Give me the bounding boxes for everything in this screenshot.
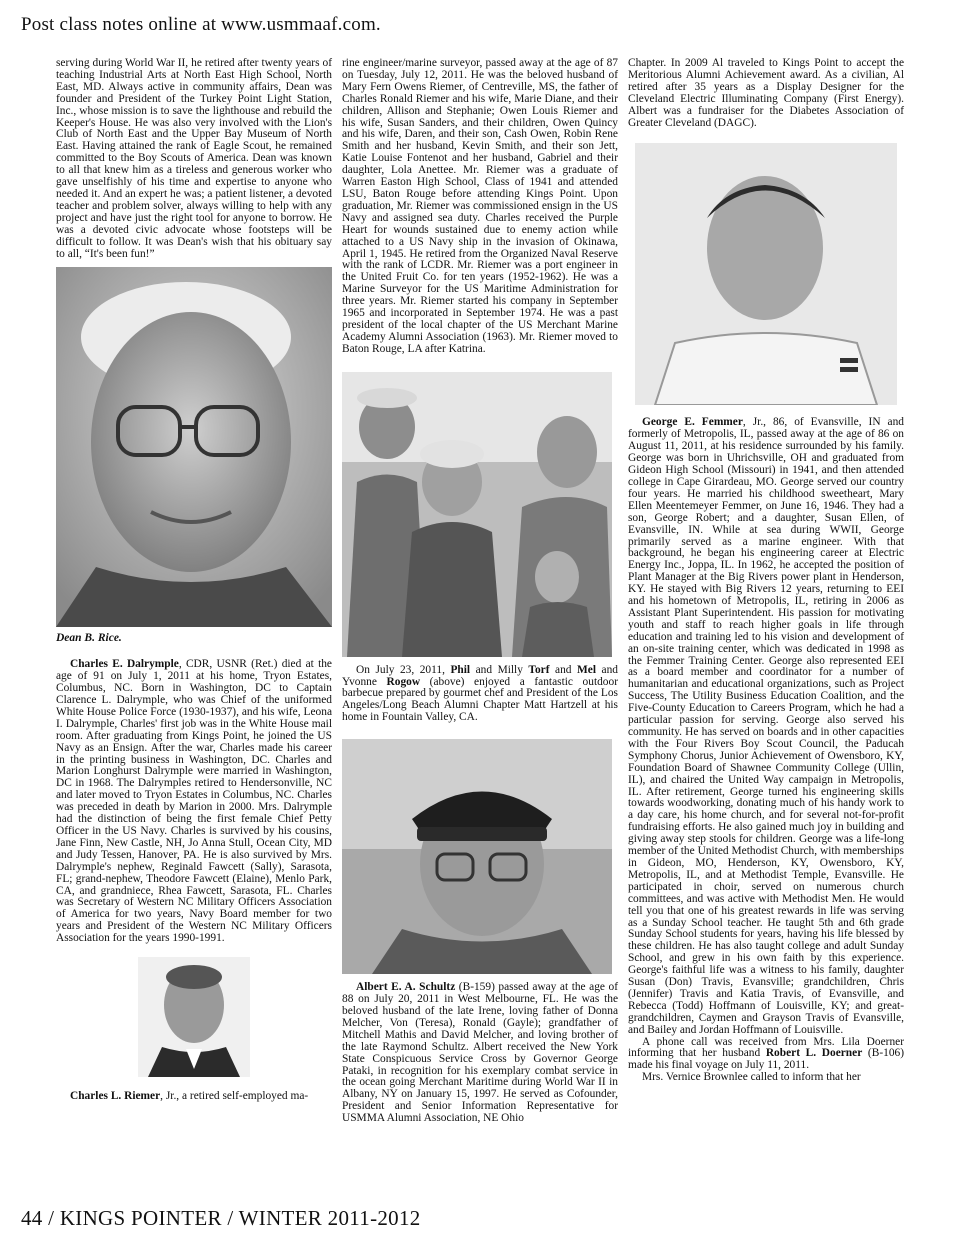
column-3 [628, 58, 904, 1084]
photo-albert-schultz [342, 739, 612, 974]
photo-group-barbecue [342, 372, 612, 657]
schultz-obituary-cont: Chapter. In 2009 Al traveled to Kings Point to accept the Meritorious Alumni Achievement award. As a civilian, Al retired after 35 years as a Display Designer for the Cleveland Electric Illuminating Company (First Energy). Albert was a fundraiser for the Diabetes Association of Greater Cleveland (DAGC). [628, 57, 904, 129]
caption-name-mel: Mel [577, 663, 597, 676]
rice-obituary-end: serving during World War II, he retired after twenty years of teaching Industrial Arts at North East High School, North East, MD. Always active in community affairs, Dean was founder and President of the Turkey Point Light Station, Inc., whose mission is to save the lighthouse and rebuild the Keeper's House. He was also very involved with the Lion's Club of North East and the Upper Bay Museum of North East. Having attained the rank of Eagle Scout, he remained committed to the Boy Scouts of America. Dean was known to all that knew him as a tireless and generous worker who gave unselfishly of his time and expertise to anyone who needed it. And an expert he was; a patient listener, a devoted teacher and problem solver, always willing to help with any project and have just the right tool for anyone to borrow. He was a devoted civic advocate whose footsteps will be difficult to follow. It was Dean's wish that his obituary say to all, “It's been fun!” [56, 57, 332, 260]
portrait-image [56, 267, 332, 627]
photo-charles-riemer [138, 957, 250, 1077]
doerner-text-1: A phone call was received from Mrs. Lila Doerner informing that her husband [628, 1035, 904, 1060]
dalrymple-text: , CDR, USNR (Ret.) died at the age of 91 on July 1, 2011 at his home, Tryon Estates, Columbus, NC. Born in Washington, DC to Captain Clarence L. Dalrymple, who was Chief of the uniformed White House Police Force (1930-1937), and his wife, Leona I. Dalrymple, Charles' first job was in the White House mail room. After graduating from Kings Point, he joined the US Navy as an Ensign. After the war, Charles made his career in the printing business in Washington, DC. Charles and Marion Longhurst Dalrymple were married in Washington, DC in 1968. The Dalrymples retired to Hendersonville, NC and later moved to Tryon Estates in Columbus, NC. Charles was preceded in death by Marion in 2000. Mrs. Dalrymple had the distinction of being the first female Chief Petty Officer in the US Navy. Charles is survived by his cousins, Jane Finn, New Castle, NH, Jo Anna Stull, Ocean City, MD and Judy Tessen, Hanover, PA. He is also survived by Mrs. Dalrymple's nephew, Reginald Fawcett (Sally), Sarasota, FL; grand-nephew, Theodore Fawcett (Elaine), Menlo Park, CA, and grandniece, Rhea Fawcett, Sarasota, FL. Charles was Secretary of Western NC Military Officers Association of America for two years, Navy Board member for two years and President of the Western NC Military Officers Association for the years 1990-1991. [56, 658, 332, 945]
group-photo-image [342, 372, 612, 657]
caption-name-phil: Phil [450, 663, 471, 676]
caption-part: (above) enjoyed a fantastic outdoor barbecue prepared by gourmet chef and President of the Los Angeles/Long Beach Alumni Chapter Matt Hartzell at his home in Fountain Valley, CA. [342, 675, 618, 724]
doerner-notice [628, 1037, 904, 1073]
caption-part: and [549, 663, 578, 676]
group-photo-caption [342, 665, 618, 725]
schultz-name: Albert E. A. Schultz [356, 981, 456, 994]
femmer-obituary [628, 417, 904, 1036]
femmer-portrait-image [635, 143, 897, 405]
doerner-text-2: (B-106) made his final voyage on July 11, 2011. [628, 1047, 904, 1072]
femmer-name: George E. Femmer [642, 416, 743, 429]
portrait-image-riemer [138, 957, 250, 1077]
dalrymple-name: Charles E. Dalrymple [70, 658, 179, 671]
caption-dean-rice: Dean B. Rice. [56, 632, 122, 645]
riemer-obituary-cont: rine engineer/marine surveyor, passed away at the age of 87 on Tuesday, July 12, 2011. He was the beloved husband of Mary Fern Owens Riemer, of Centreville, MS, the father of Charles Ronald Riemer and his wife, Marie Diane, and their children, Allison and Stephanie; Owen Louis Riemer and his wife, Susan Sanders, and their children, Owen Quincy and his wife, Daren, and their son, Cash Owen, Robin Rene Smith and her husband, Kevin Smith, and their son Jett, Katie Louise Fontenot and her husband, Gabriel and their daughter, Lola Anettee. Mr. Riemer was a graduate of Warren Easton High School, Class of 1941 and attended LSU, Baton Rouge before attending Kings Point. Upon graduation, Mr. Riemer was commissioned ensign in the US Navy and assigned sea duty. Charles received the Purple Heart for wounds sustained due to enemy action while attached to a US Navy ship in the invasion of Okinawa, April 1, 1945. He retired from the Organized Naval Reserve with the rank of LCDR. Mr. Riemer was a port engineer in the United Fruit Co. for ten years (1952-1962). He was a Marine Surveyor for the US Maritime Administration for three years. Mr. Riemer started his company in September 1965 and incorporated in September 1974. He was a past president of the local chapter of the US Merchant Marine Academy Alumni Association (1963). Mr. Riemer moved to Baton Rouge, LA after Katrina. [342, 57, 618, 355]
riemer-obituary-start [56, 1091, 332, 1103]
photo-dean-rice [56, 267, 332, 627]
doerner-name: Robert L. Doerner [765, 1047, 863, 1060]
column-2 [342, 58, 618, 1125]
schultz-photo-image [342, 739, 612, 974]
caption-part: and Yvonne [342, 663, 618, 688]
riemer-name: Charles L. Riemer [70, 1090, 161, 1103]
schultz-obituary [342, 982, 618, 1125]
dalrymple-obituary [56, 659, 332, 945]
header-note: Post class notes online at www.usmmaaf.com. [21, 14, 381, 35]
riemer-start-text: , Jr., a retired self-employed ma- [160, 1090, 309, 1103]
column-1 [56, 58, 332, 1103]
schultz-text: (B-159) passed away at the age of 88 on July 20, 2011 in West Melbourne, FL. He was the beloved husband of the late Irene, loving father of Donna Melcher, Von (Teresa), Ronald (Gayle); grandfather of Mitchell Mathis and David Melcher, and loving brother of the late Raymond Schultz. Albert received the New York State Conspicuous Service Cross by Governor George Pataki, in recognition for his exemplary combat service in the ocean going Merchant Maritime during World War II in Albany, NY on January 15, 1997. He served as Cofounder, President and Senior Information Representative for USMMA Alumni Association, NE Ohio [342, 981, 618, 1125]
photo-george-femmer [635, 143, 897, 405]
brownlee-notice: Mrs. Vernice Brownlee called to inform that her [642, 1071, 861, 1084]
caption-name-torf: Torf [528, 663, 550, 676]
caption-name-rogow: Rogow [386, 675, 421, 688]
caption-part: On July 23, 2011, [356, 663, 451, 676]
caption-part: and Milly [470, 663, 529, 676]
femmer-text: , Jr., 86, of Evansville, IN and formerly of Metropolis, IL, passed away at the age of 86 on August 11, 2011, at his residence surrounded by his family. George was born in Uhrichsville, OH and graduated from Gideon High School (Missouri) in 1941, and then attended college in Cape Girardeau, MO. George served our country four years. He married his childhood sweetheart, Mary Ellen Meentemeyer Femmer, on June 16, 1946. They had a son, George Robert; and a daughter, Susan Ellen, of Evansville, IN. While at sea during WWII, George primarily served as a marine engineer. With that background, he began his engineering career at Electric Energy Inc., Joppa, IL. In 1962, he accepted the position of Plant Manager at the Big Rivers power plant in Henderson, KY. He stayed with Big Rivers 12 years, returning to EEI and his hometown of Metropolis, IL, retiring in 2006 as Assistant Plant Superintendent. His passion for motivating youth and staff to reach higher goals in life through education and training led to his vision and development of an on-site training center, which was dedicated in 1998 as the Femmer Training Center. George also represented EEI as a board member and coordinator for a number of humanitarian and educational organizations, such as Project Success, The Utility Business Education Coalition, and the Five-County Education to Careers Program, which he had a particular passion for serving. George also served his community. He has served on boards and in other capacities with the Four Rivers Boy Scout Council, the Paducah Symphony Chorus, Junior Achievement of Owensboro, KY, Foundation Board of Shawnee Community College (Ullin, IL), and chaired the United Way campaign in Metropolis, IL. After retirement, George turned his engineering skills towards woodworking, donating much of his handy work to a day care, his home church, and for several not-for-profit fundraising efforts. He also gained much joy in building and giving away step stools for children. George was a life-long member of the United Methodist Church, with memberships in Gideon, MO, Henderson, KY, Owensboro, KY, Metropolis, IL, and at Methodist Temple, Evansville. He participated in choir, served on numerous church committees, and was active with Methodist Men. He would tell you that one of his greatest rewards in life was serving as a Sunday School teacher. He taught 5th and 6th grade Sunday School students for years, having his life blessed by these children. He has also taught college and adult Sunday School, and grew in his own faith by this experience. George's faithful life was a witness to his family, daughter Susan (Don) Travis, Evansville; grandchildren, Chris (Jennifer) Travis and Katia Travis, of Evansville, and Rebecca (Todd) Hoffmann of Louisville, KY; and great-grandchildren, Caymen and Grayson Travis of Evansville, and Bailey and Jordan Hoffmann of Louisville. [628, 416, 904, 1036]
page-footer: 44 / KINGS POINTER / WINTER 2011-2012 [21, 1206, 421, 1230]
